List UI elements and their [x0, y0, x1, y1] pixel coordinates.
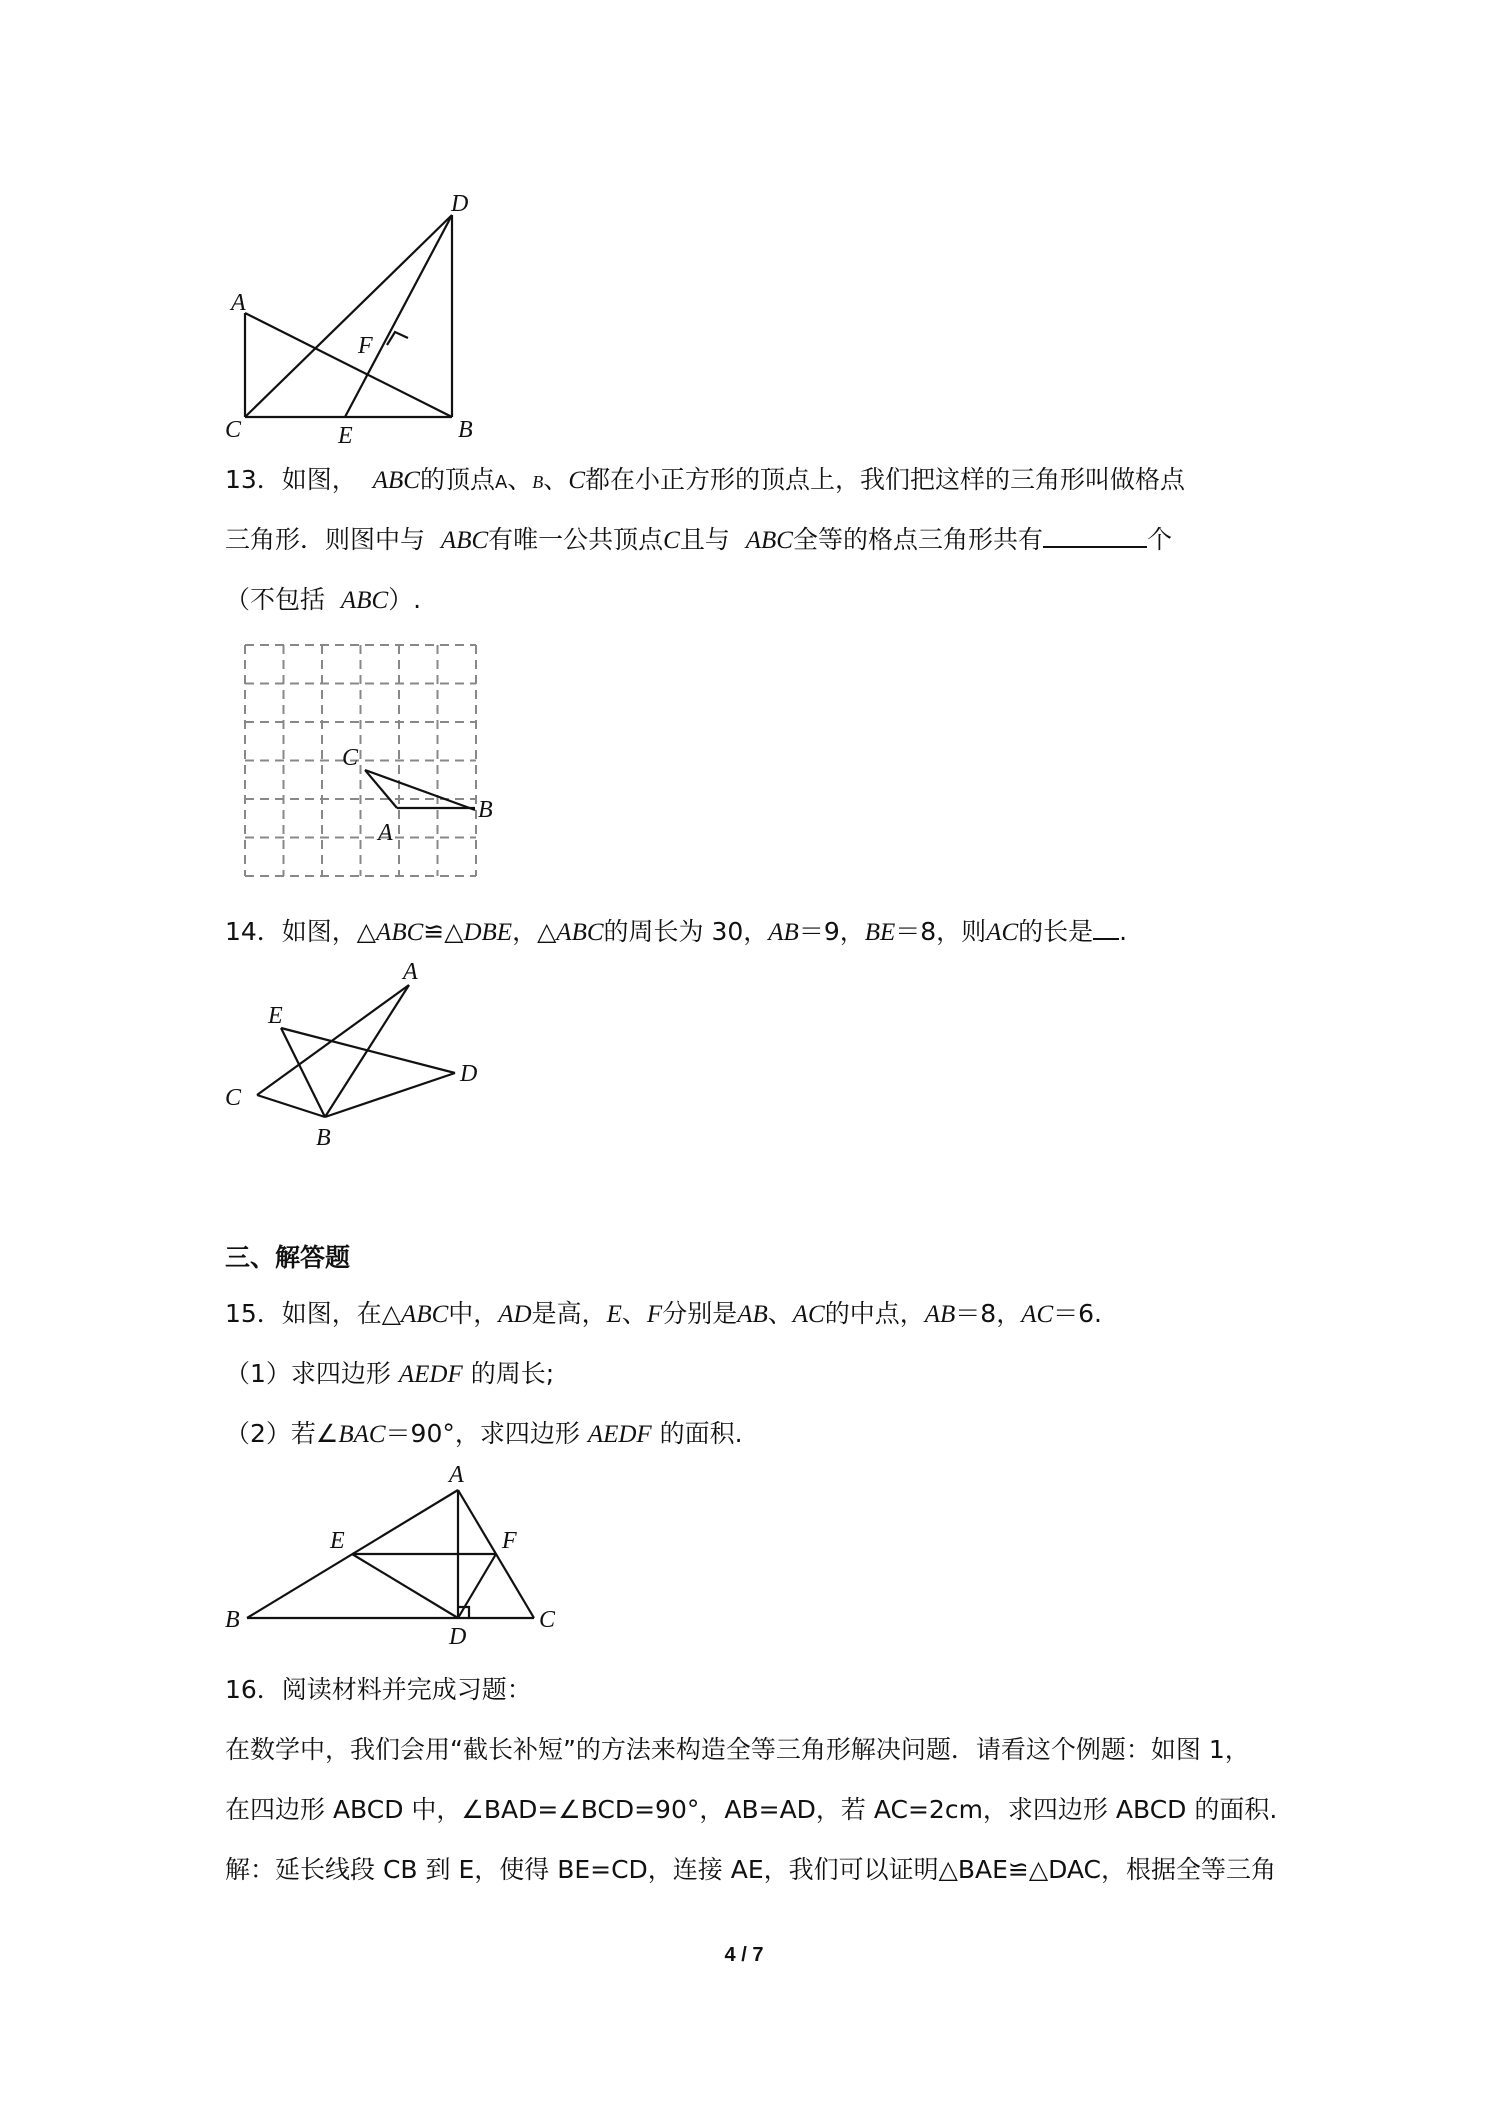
- label-F: F: [358, 333, 373, 359]
- segment-CA: [257, 985, 409, 1095]
- figure-14: [215, 955, 505, 1155]
- label-C: C: [342, 745, 359, 771]
- figure-prev-triangle: [215, 185, 495, 445]
- label-D: D: [449, 1624, 467, 1650]
- label-D: D: [451, 191, 469, 217]
- answer-blank: [1043, 522, 1147, 548]
- label-A: A: [378, 820, 393, 846]
- label-C: C: [225, 417, 242, 443]
- q13-line3: （不包括 ABC）.: [225, 585, 422, 614]
- label-A: A: [449, 1462, 464, 1488]
- label-E: E: [330, 1528, 345, 1554]
- segment-ED: [281, 1028, 455, 1073]
- q13-line2: 三角形．则图中与 ABC有唯一公共顶点C且与 ABC全等的格点三角形共有 个: [225, 522, 1172, 559]
- label-B: B: [458, 417, 473, 443]
- label-C: C: [225, 1085, 242, 1111]
- segment-ED: [352, 1554, 458, 1618]
- q16-title: 16．阅读材料并完成习题：: [225, 1675, 532, 1704]
- section-title: 三、解答题: [225, 1243, 351, 1272]
- q15-part1: （1）求四边形 AEDF 的周长;: [225, 1359, 555, 1388]
- q16-line2: 在四边形 ABCD 中，∠BAD=∠BCD=90°，AB=AD，若 AC=2cm，求四边形 ABCD 的面积.: [225, 1795, 1278, 1824]
- page-number: 4 / 7: [724, 1944, 764, 1966]
- label-B: B: [478, 797, 493, 823]
- segment-ED: [345, 215, 452, 417]
- segment-FD: [458, 1554, 496, 1618]
- q16-line1: 在数学中，我们会用“截长补短”的方法来构造全等三角形解决问题．请看这个例题：如图 1，: [225, 1735, 1250, 1764]
- label-A: A: [403, 959, 418, 985]
- q14-line: 14．如图，△ABC≌△DBE，△ABC的周长为 30，AB＝9，BE＝8，则AC的长是 .: [225, 914, 1127, 951]
- label-A: A: [231, 290, 246, 316]
- segment-CD: [245, 215, 452, 417]
- figure-15: [215, 1460, 575, 1650]
- figure-13-grid: [235, 640, 535, 895]
- label-F: F: [502, 1528, 517, 1554]
- q15-line1: 15．如图，在△ABC中，AD是高，E、F分别是AB、AC的中点，AB＝8，AC＝6.: [225, 1299, 1103, 1328]
- label-C: C: [539, 1607, 556, 1633]
- q16-line3: 解：延长线段 CB 到 E，使得 BE=CD，连接 AE，我们可以证明△BAE≌△DAC，根据全等三角: [225, 1855, 1277, 1884]
- grid-dashed-lines: [245, 645, 476, 876]
- q13-line1: 13．如图， ABC的顶点A、B、C都在小正方形的顶点上，我们把这样的三角形叫做格点: [225, 465, 1186, 494]
- label-B: B: [316, 1125, 331, 1151]
- segment-BD: [325, 1073, 455, 1117]
- answer-blank: [1093, 914, 1119, 940]
- label-D: D: [460, 1061, 478, 1087]
- q15-part2: （2）若∠BAC＝90°，求四边形 AEDF 的面积.: [225, 1419, 743, 1448]
- label-E: E: [268, 1003, 283, 1029]
- label-E: E: [338, 423, 353, 445]
- segment-AB: [245, 313, 452, 417]
- label-B: B: [225, 1607, 240, 1633]
